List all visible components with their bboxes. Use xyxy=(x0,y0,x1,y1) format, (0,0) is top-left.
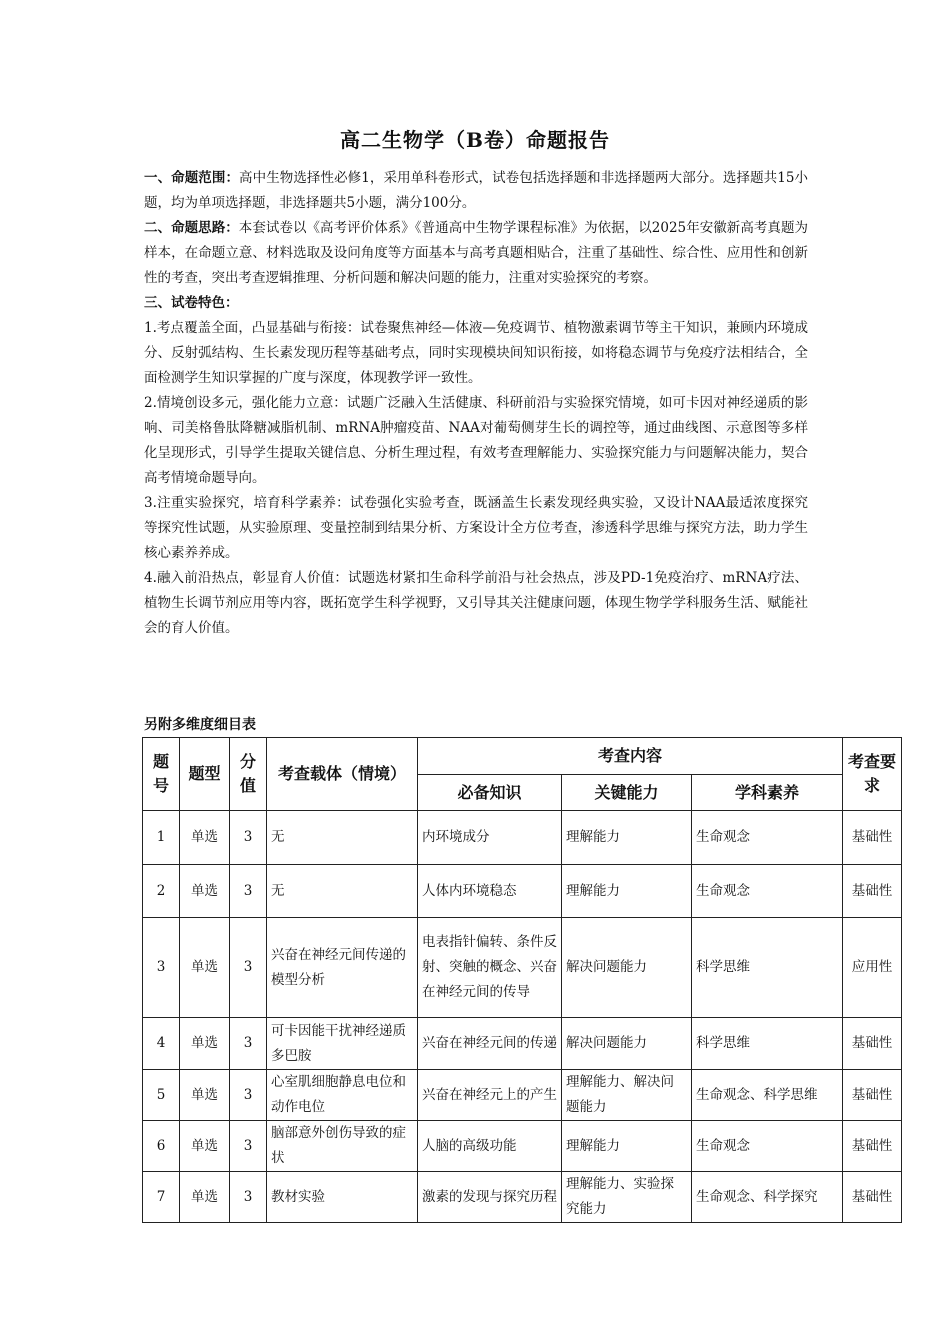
cell-type: 单选 xyxy=(180,1018,230,1070)
cell-knowledge: 电表指针偏转、条件反射、突触的概念、兴奋在神经元间的传导 xyxy=(418,918,562,1018)
cell-score: 3 xyxy=(230,1018,267,1070)
idea-text: 本套试卷以《高考评价体系》《普通高中生物学课程标准》为依据，以2025年安徽新高考真题为样本，在命题立意、材料选取及设问角度等方面基本与高考真题相贴合，注重了基础性、综合性、应用性和创新性的考查，突出考查逻辑推理、分析问题和解决问题的能力，注重对实验探究的考察。 xyxy=(144,220,809,286)
cell-context: 教材实验 xyxy=(267,1172,418,1223)
scope-label: 一、命题范围： xyxy=(144,170,240,186)
cell-requirement: 基础性 xyxy=(843,1070,902,1121)
header-context: 考查载体（情境） xyxy=(267,738,418,811)
cell-num: 7 xyxy=(143,1172,180,1223)
feature-item-1: 1.考点覆盖全面，凸显基础与衔接：试卷聚焦神经—体液—免疫调节、植物激素调节等主干知识，兼顾内环境成分、反射弧结构、生长素发现历程等基础考点，同时实现模块间知识衔接，如将稳态调节与免疫疗法相结合，全面检测学生知识掌握的广度与深度，体现教学评一致性。 xyxy=(144,320,808,386)
table-row xyxy=(143,1172,902,1223)
cell-requirement: 基础性 xyxy=(843,1018,902,1070)
detail-table xyxy=(142,737,902,1223)
header-literacy: 学科素养 xyxy=(692,775,843,811)
header-score: 分值 xyxy=(230,738,267,811)
features-label: 三、试卷特色： xyxy=(144,295,239,311)
report-title: 高二生物学（B卷）命题报告 xyxy=(340,128,610,152)
cell-ability: 理解能力 xyxy=(562,865,692,918)
scope-text: 高中生物选择性必修1，采用单科卷形式，试卷包括选择题和非选择题两大部分。选择题共15小题，均为单项选择题，非选择题共5小题，满分100分。 xyxy=(144,170,808,211)
cell-score: 3 xyxy=(230,1070,267,1121)
cell-score: 3 xyxy=(230,918,267,1018)
feature-item-2: 2.情境创设多元，强化能力立意：试题广泛融入生活健康、科研前沿与实验探究情境，如可卡因对神经递质的影响、司美格鲁肽降糖减脂机制、mRNA肿瘤疫苗、NAA对葡萄侧芽生长的调控等，通过曲线图、示意图等多样化呈现形式，引导学生提取关键信息、分析生理过程，有效考查理解能力、实验探究能力与问题解决能力，契合高考情境命题导向。 xyxy=(144,395,808,486)
cell-context: 脑部意外创伤导致的症状 xyxy=(267,1121,418,1172)
cell-knowledge: 内环境成分 xyxy=(418,811,562,865)
cell-ability: 理解能力、实验探究能力 xyxy=(562,1172,692,1223)
cell-score: 3 xyxy=(230,811,267,865)
cell-ability: 解决问题能力 xyxy=(562,918,692,1018)
cell-context: 兴奋在神经元间传递的模型分析 xyxy=(267,918,418,1018)
idea-paragraph xyxy=(144,216,808,291)
cell-type: 单选 xyxy=(180,1121,230,1172)
cell-score: 3 xyxy=(230,1172,267,1223)
cell-requirement: 基础性 xyxy=(843,1121,902,1172)
table-row xyxy=(143,918,902,1018)
cell-knowledge: 兴奋在神经元上的产生 xyxy=(418,1070,562,1121)
cell-context: 可卡因能干扰神经递质多巴胺 xyxy=(267,1018,418,1070)
cell-type: 单选 xyxy=(180,1070,230,1121)
feature-item-4: 4.融入前沿热点，彰显育人价值：试题选材紧扣生命科学前沿与社会热点，涉及PD-1免疫治疗、mRNA疗法、植物生长调节剂应用等内容，既拓宽学生科学视野，又引导其关注健康问题，体现生物学学科服务生活、赋能社会的育人价值。 xyxy=(144,570,808,636)
cell-literacy: 生命观念 xyxy=(692,1121,843,1172)
header-ability: 关键能力 xyxy=(562,775,692,811)
header-content: 考查内容 xyxy=(418,738,843,775)
cell-num: 3 xyxy=(143,918,180,1018)
header-knowledge: 必备知识 xyxy=(418,775,562,811)
table-row xyxy=(143,1018,902,1070)
header-requirement: 考查要求 xyxy=(843,738,902,811)
cell-literacy: 生命观念 xyxy=(692,865,843,918)
cell-num: 6 xyxy=(143,1121,180,1172)
idea-label: 二、命题思路： xyxy=(144,220,239,236)
cell-literacy: 生命观念、科学探究 xyxy=(692,1172,843,1223)
cell-context: 无 xyxy=(267,865,418,918)
cell-context: 无 xyxy=(267,811,418,865)
feature-item-3: 3.注重实验探究，培育科学素养：试卷强化实验考查，既涵盖生长素发现经典实验，又设计NAA最适浓度探究等探究性试题，从实验原理、变量控制到结果分析、方案设计全方位考查，渗透科学思维与探究方法，助力学生核心素养养成。 xyxy=(144,495,808,561)
cell-ability: 解决问题能力 xyxy=(562,1018,692,1070)
table-row xyxy=(143,811,902,865)
cell-type: 单选 xyxy=(180,1172,230,1223)
report-body xyxy=(144,166,808,641)
cell-requirement: 基础性 xyxy=(843,1172,902,1223)
header-type: 题型 xyxy=(180,738,230,811)
cell-num: 1 xyxy=(143,811,180,865)
cell-literacy: 科学思维 xyxy=(692,1018,843,1070)
cell-ability: 理解能力、解决问题能力 xyxy=(562,1070,692,1121)
cell-knowledge: 人脑的高级功能 xyxy=(418,1121,562,1172)
cell-num: 4 xyxy=(143,1018,180,1070)
cell-literacy: 科学思维 xyxy=(692,918,843,1018)
cell-context: 心室肌细胞静息电位和动作电位 xyxy=(267,1070,418,1121)
cell-type: 单选 xyxy=(180,811,230,865)
features-heading xyxy=(144,291,808,316)
cell-literacy: 生命观念 xyxy=(692,811,843,865)
cell-type: 单选 xyxy=(180,918,230,1018)
table-row xyxy=(143,1070,902,1121)
cell-type: 单选 xyxy=(180,865,230,918)
cell-ability: 理解能力 xyxy=(562,1121,692,1172)
cell-ability: 理解能力 xyxy=(562,811,692,865)
cell-num: 2 xyxy=(143,865,180,918)
cell-score: 3 xyxy=(230,865,267,918)
cell-requirement: 应用性 xyxy=(843,918,902,1018)
table-caption: 另附多维度细目表 xyxy=(144,717,256,733)
cell-requirement: 基础性 xyxy=(843,865,902,918)
table-row xyxy=(143,865,902,918)
cell-knowledge: 兴奋在神经元间的传递 xyxy=(418,1018,562,1070)
cell-knowledge: 激素的发现与探究历程 xyxy=(418,1172,562,1223)
cell-requirement: 基础性 xyxy=(843,811,902,865)
cell-num: 5 xyxy=(143,1070,180,1121)
cell-literacy: 生命观念、科学思维 xyxy=(692,1070,843,1121)
cell-score: 3 xyxy=(230,1121,267,1172)
table-row xyxy=(143,1121,902,1172)
scope-paragraph xyxy=(144,166,808,216)
header-num: 题号 xyxy=(143,738,180,811)
cell-knowledge: 人体内环境稳态 xyxy=(418,865,562,918)
